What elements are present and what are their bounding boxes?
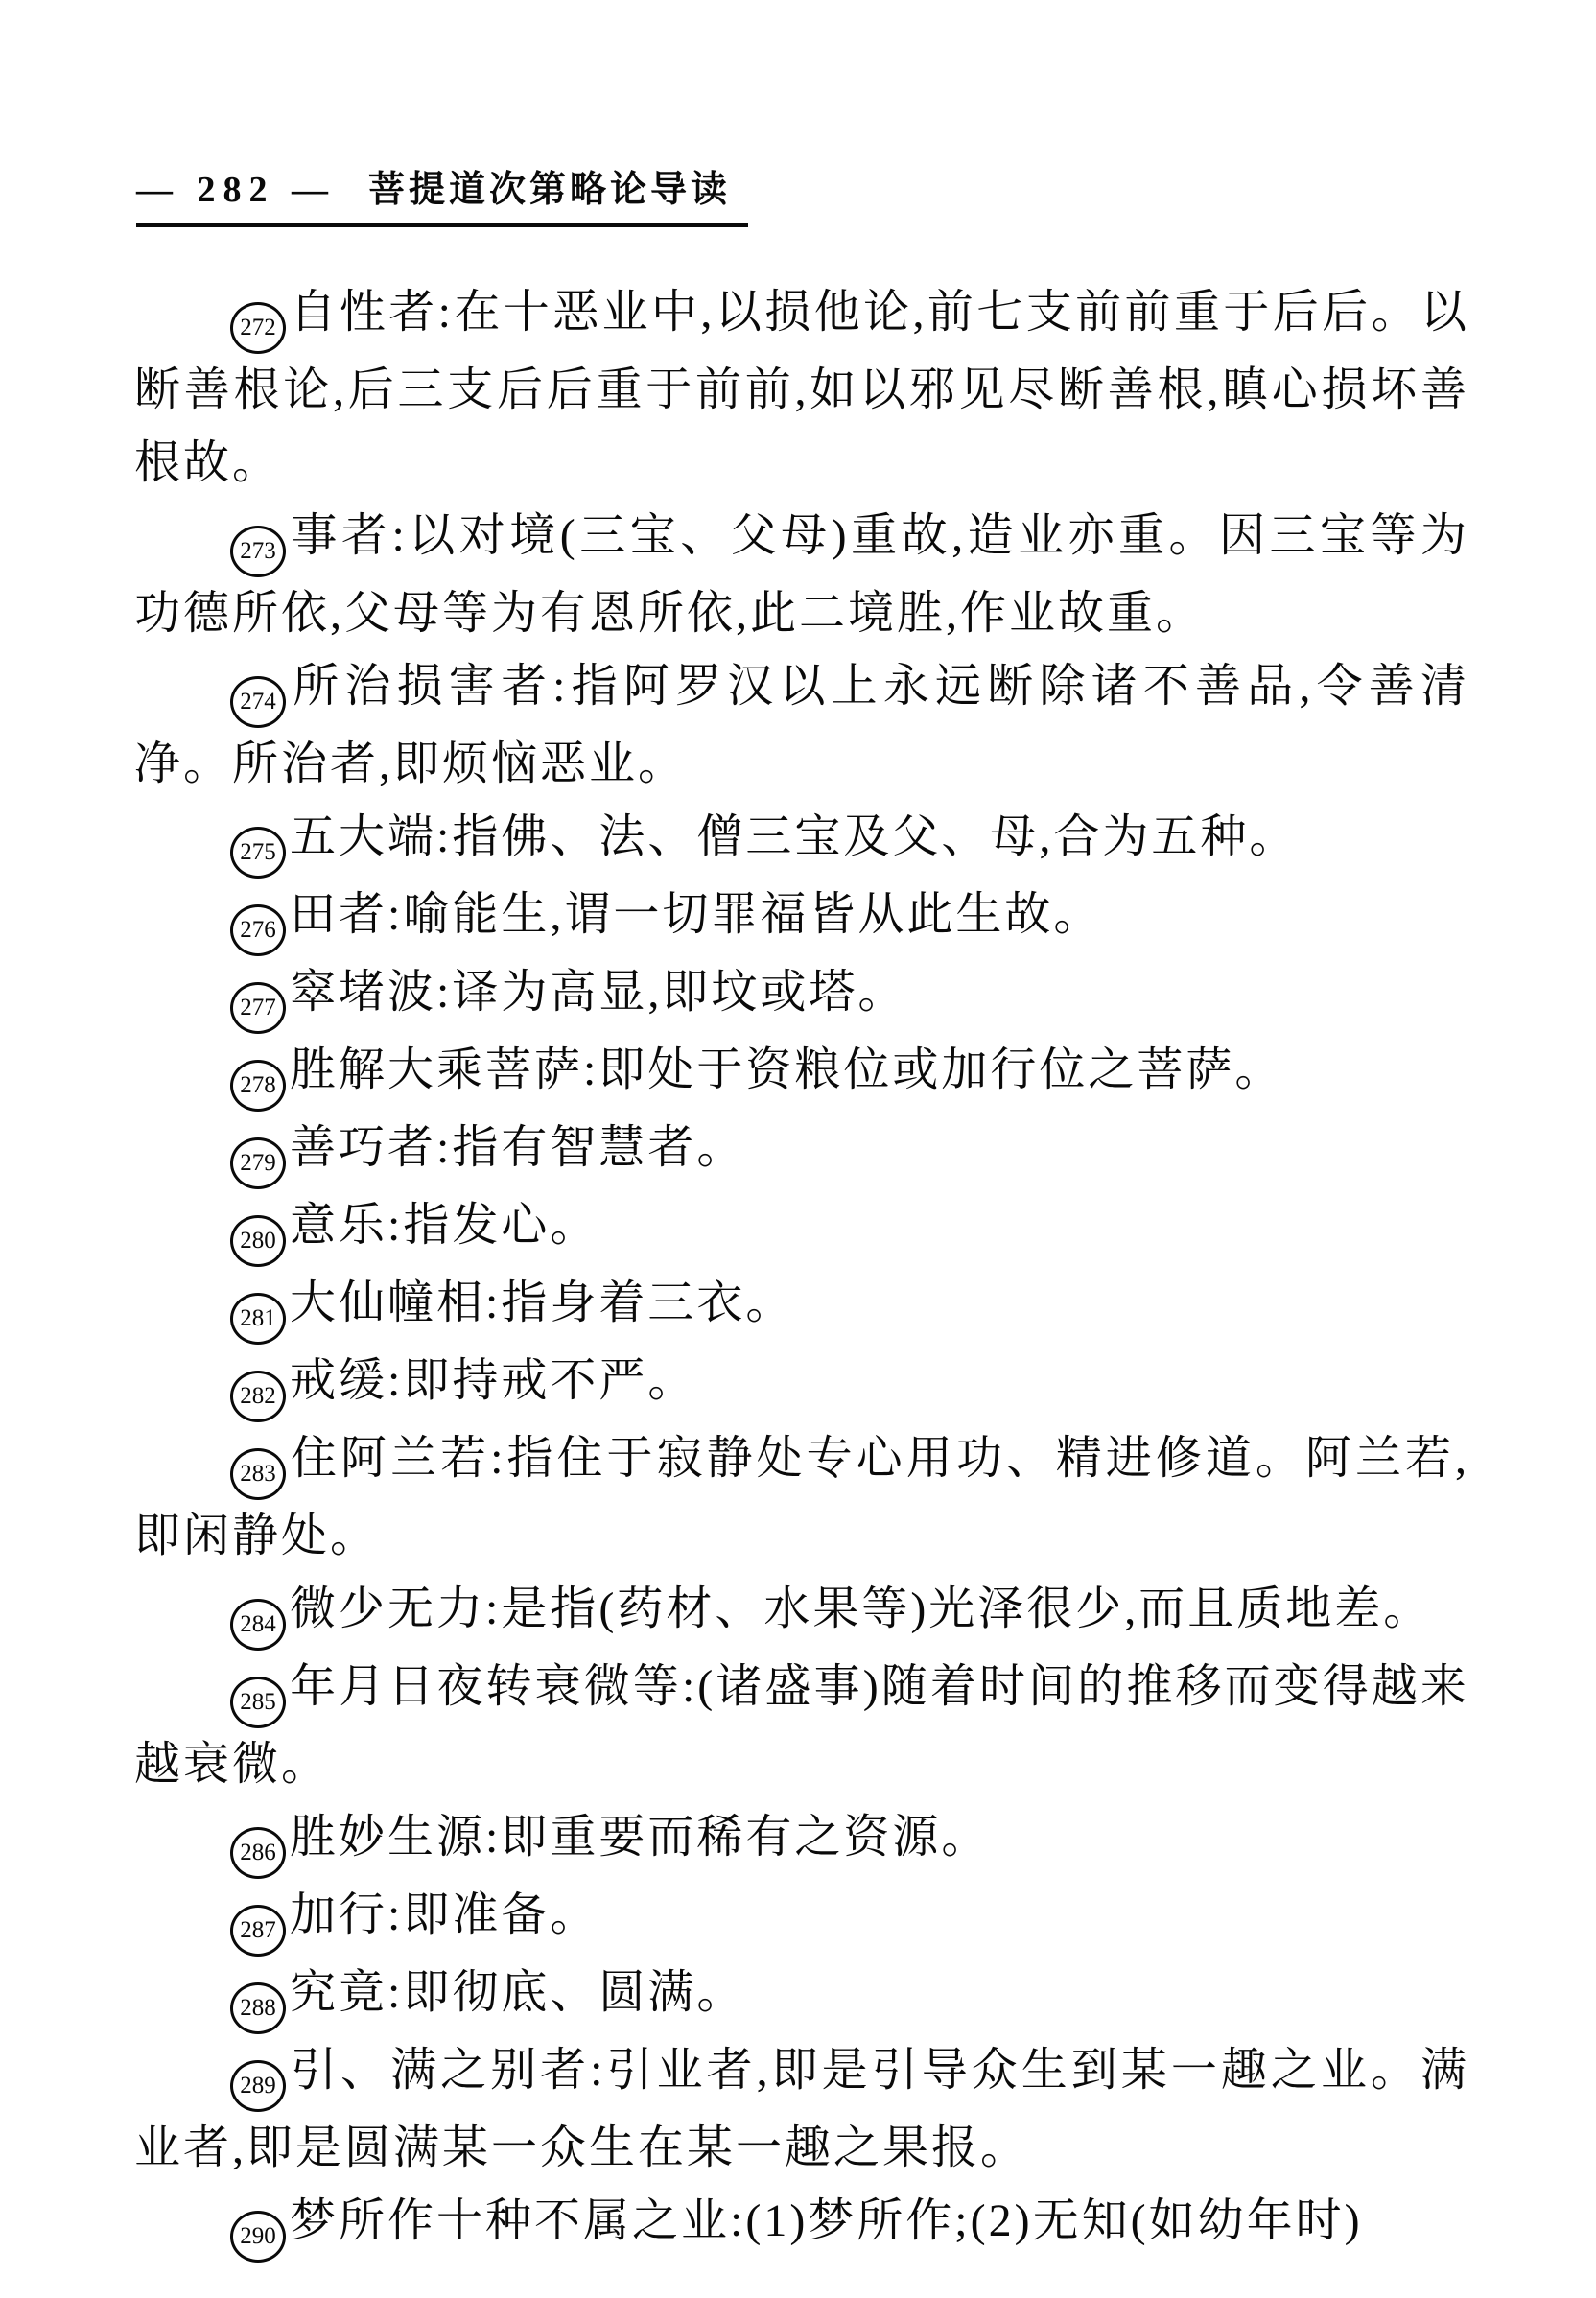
annotation-paragraph <box>134 650 1469 801</box>
note-number: 273 <box>230 526 286 577</box>
annotation-paragraph <box>134 1422 1469 1573</box>
note-text: 五大端:指佛、法、僧三宝及父、母,合为五种。 <box>290 811 1299 862</box>
note-number: 279 <box>230 1137 286 1189</box>
annotation-paragraph <box>134 956 1469 1034</box>
note-number: 282 <box>230 1371 286 1422</box>
note-number: 280 <box>230 1215 286 1267</box>
note-text: 窣堵波:译为高显,即坟或塔。 <box>290 967 907 1018</box>
annotation-paragraph <box>134 276 1469 500</box>
note-number: 285 <box>230 1677 286 1728</box>
note-text: 引、满之别者:引业者,即是引导众生到某一趣之业。满业者,即是圆满某一众生在某一趣之果报。 <box>134 2045 1469 2173</box>
note-text: 微少无力:是指(药材、水果等)光泽很少,而且质地差。 <box>290 1583 1433 1634</box>
note-number: 278 <box>230 1060 286 1112</box>
note-text: 大仙幢相:指身着三衣。 <box>290 1278 795 1328</box>
annotation-paragraph <box>134 1267 1469 1345</box>
annotation-paragraph <box>134 500 1469 650</box>
note-text: 住阿兰若:指住于寂静处专心用功、精进修道。阿兰若,即闲静处。 <box>134 1433 1469 1561</box>
annotation-paragraph <box>134 1879 1469 1957</box>
note-number: 289 <box>230 2060 286 2112</box>
note-text: 事者:以对境(三宝、父母)重故,造业亦重。因三宝等为功德所依,父母等为有恩所依,此二境胜,作业故重。 <box>134 510 1469 639</box>
note-text: 梦所作十种不属之业:(1)梦所作;(2)无知(如幼年时) <box>290 2195 1363 2246</box>
note-text: 加行:即准备。 <box>290 1889 599 1940</box>
page-header <box>136 159 748 227</box>
note-text: 胜妙生源:即重要而稀有之资源。 <box>290 1812 991 1863</box>
note-text: 胜解大乘菩萨:即处于资粮位或加行位之菩萨。 <box>290 1044 1284 1095</box>
annotation-paragraph <box>134 1573 1469 1651</box>
annotation-paragraph <box>134 801 1469 879</box>
annotation-paragraph <box>134 1651 1469 1801</box>
note-number: 275 <box>230 827 286 879</box>
note-text: 戒缓:即持戒不严。 <box>290 1355 697 1406</box>
annotation-paragraph <box>134 1112 1469 1189</box>
annotation-paragraph <box>134 1034 1469 1112</box>
annotation-paragraph <box>134 1957 1469 2034</box>
note-number: 277 <box>230 982 286 1034</box>
note-number: 276 <box>230 904 286 956</box>
note-number: 286 <box>230 1827 286 1879</box>
note-text: 所治损害者:指阿罗汉以上永远断除诸不善品,令善清净。所治者,即烦恼恶业。 <box>134 661 1469 789</box>
note-text: 年月日夜转衰微等:(诸盛事)随着时间的推移而变得越来越衰微。 <box>134 1661 1469 1790</box>
annotation-paragraph <box>134 879 1469 956</box>
note-number: 287 <box>230 1905 286 1957</box>
book-title: 菩提道次第略论导读 <box>368 170 732 210</box>
note-number: 284 <box>230 1599 286 1651</box>
annotation-paragraph <box>134 1801 1469 1879</box>
note-number: 281 <box>230 1293 286 1345</box>
annotation-paragraph <box>134 1189 1469 1267</box>
annotations-list <box>134 276 1469 2263</box>
note-number: 283 <box>230 1448 286 1500</box>
annotation-paragraph <box>134 2185 1469 2263</box>
annotation-paragraph <box>134 1345 1469 1422</box>
note-text: 田者:喻能生,谓一切罪福皆从此生故。 <box>290 889 1103 940</box>
page-number: — 282 — <box>136 170 336 210</box>
note-number: 288 <box>230 1982 286 2034</box>
note-number: 272 <box>230 302 286 354</box>
note-text: 究竟:即彻底、圆满。 <box>290 1967 746 2018</box>
note-text: 善巧者:指有智慧者。 <box>290 1122 746 1173</box>
note-number: 290 <box>230 2211 286 2263</box>
note-number: 274 <box>230 676 286 728</box>
note-text: 意乐:指发心。 <box>290 1200 599 1251</box>
annotation-paragraph <box>134 2034 1469 2185</box>
note-text: 自性者:在十恶业中,以损他论,前七支前前重于后后。以断善根论,后三支后后重于前前,如以邪见尽断善根,瞋心损坏善根故。 <box>134 287 1469 488</box>
